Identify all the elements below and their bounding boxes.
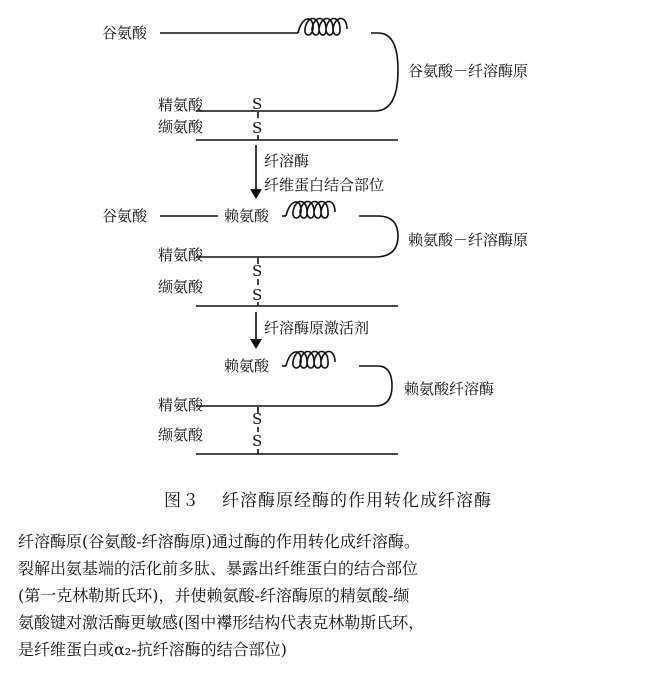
step2-arrowhead: [250, 339, 262, 349]
description-line: 是纤维蛋白或α₂-抗纤溶酶的结合部位): [18, 640, 287, 659]
stage3-s-bottom: S: [252, 432, 263, 450]
stage2-s-bottom: S: [252, 286, 263, 304]
stage3-s-top: S: [252, 410, 263, 428]
stage2-arg-label: 精氨酸: [158, 246, 204, 264]
stage1-enzyme-label: 谷氨酸－纤溶酶原: [408, 62, 529, 80]
figure-description: [18, 528, 642, 663]
figure-caption: [0, 486, 656, 511]
description-line: 纤溶酶原(谷氨酸-纤溶酶原)通过酶的作用转化成纤溶酶。: [18, 532, 420, 551]
step1-label-line1: 纤溶酶: [264, 152, 310, 170]
stage2-kringle-loops: [286, 202, 335, 219]
stage2-lys-label: 赖氨酸: [224, 207, 270, 225]
stage1-s-top: S: [252, 95, 263, 113]
stage3-enzyme-label: 赖氨酸纤溶酶: [404, 380, 495, 398]
step1-label-line2: 纤维蛋白结合部位: [264, 176, 385, 194]
stage2-glu-label: 谷氨酸: [102, 207, 148, 225]
stage1-kringle-loops: [298, 19, 347, 36]
stage2-enzyme-label: 赖氨酸－纤溶酶原: [408, 231, 529, 249]
stage3-val-label: 缬氨酸: [158, 426, 204, 444]
step2-label-line1: 纤溶酶原激活剂: [264, 319, 370, 337]
stage1-glu-label: 谷氨酸: [102, 24, 148, 42]
stage3-kringle-loops: [286, 352, 335, 369]
stage1-val-label: 缬氨酸: [158, 118, 204, 136]
stage2-val-label: 缬氨酸: [158, 278, 204, 296]
step1-plasmin-cleavage: [250, 145, 384, 199]
stage2-lys-plasminogen: [102, 202, 528, 307]
stage3-lys-label: 赖氨酸: [224, 357, 270, 375]
figure-number: 图３: [164, 491, 200, 511]
description-line: (第一克林勒斯氏环)，并使赖氨酸-纤溶酶原的精氨酸-缬: [18, 586, 410, 605]
step2-activator-cleavage: [250, 312, 369, 349]
stage1-chain-right: [196, 33, 398, 111]
stage2-s-top: S: [252, 262, 263, 280]
description-line: 氨酸键对激活酶更敏感(图中襻形结构代表克林勒斯氏环，: [18, 613, 425, 632]
stage3-lys-plasmin: [158, 352, 494, 455]
stage1-s-bottom: S: [252, 119, 263, 137]
step1-arrowhead: [250, 189, 262, 199]
figure-title: 纤溶酶原经酶的作用转化成纤溶酶: [222, 491, 492, 511]
stage3-arg-label: 精氨酸: [158, 396, 204, 414]
stage1-glu-plasminogen: [102, 19, 528, 141]
description-line: 裂解出氨基端的活化前多肽、暴露出纤维蛋白的结合部位: [18, 559, 419, 578]
stage1-arg-label: 精氨酸: [158, 96, 204, 114]
